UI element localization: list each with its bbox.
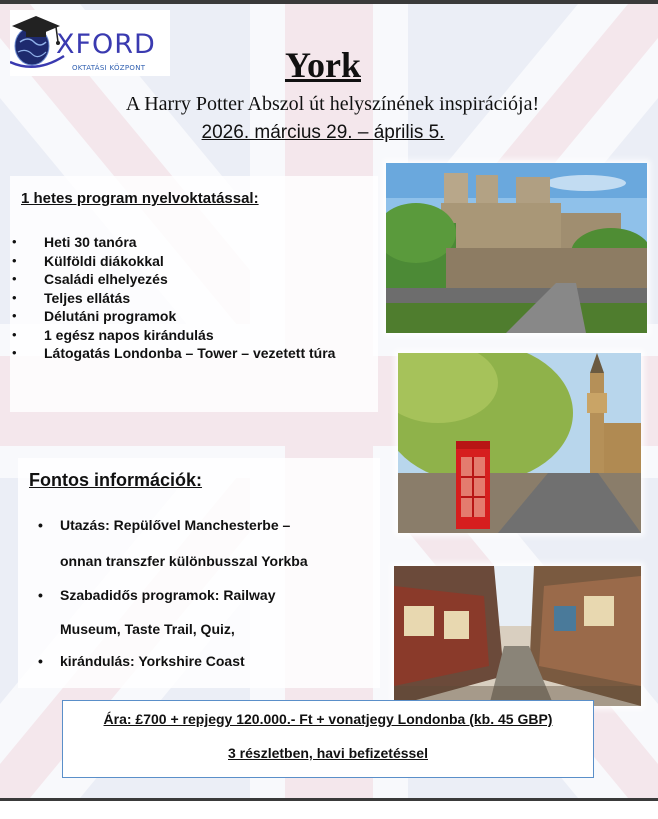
list-item: • Heti 30 tanóra	[10, 233, 335, 252]
trip-dates: 2026. március 29. – április 5.	[201, 122, 445, 143]
york-minster-photo	[386, 163, 647, 333]
page-subtitle: A Harry Potter Abszol út helyszínének inspirációja!	[125, 93, 540, 115]
xford-logo	[10, 10, 170, 76]
info-line: onnan transzfer különbusszal Yorkba	[60, 553, 308, 569]
bottom-rule	[0, 798, 658, 801]
list-item: • Délutáni programok	[10, 307, 335, 326]
logo-subtitle: OKTATÁSI KÖZPONT	[72, 64, 146, 72]
page-title: York	[284, 45, 361, 85]
logo-text: XFORD	[56, 29, 156, 60]
info-line: Museum, Taste Trail, Quiz,	[60, 621, 235, 637]
list-item: • Családi elhelyezés	[10, 270, 335, 289]
info-line: • Szabadidős programok: Railway	[36, 586, 276, 604]
info-line: • Utazás: Repülővel Manchesterbe –	[36, 516, 290, 534]
list-item: • Külföldi diákokkal	[10, 252, 335, 271]
price-box	[62, 700, 594, 778]
info-line: • kirándulás: Yorkshire Coast	[36, 652, 245, 670]
shambles-street-photo	[394, 566, 641, 706]
list-item: • Látogatás Londonba – Tower – vezetett túra	[10, 344, 335, 363]
list-item: • Teljes ellátás	[10, 289, 335, 308]
london-phonebox-photo	[398, 353, 641, 533]
program-list	[10, 233, 335, 363]
list-item: • 1 egész napos kirándulás	[10, 326, 335, 345]
price-line: Ára: £700 + repjegy 120.000.- Ft + vonatjegy Londonba (kb. 45 GBP)	[103, 711, 553, 727]
payment-terms: 3 részletben, havi befizetéssel	[228, 745, 428, 761]
program-title: 1 hetes program nyelvoktatással:	[21, 190, 259, 207]
info-title: Fontos információk:	[29, 470, 203, 490]
